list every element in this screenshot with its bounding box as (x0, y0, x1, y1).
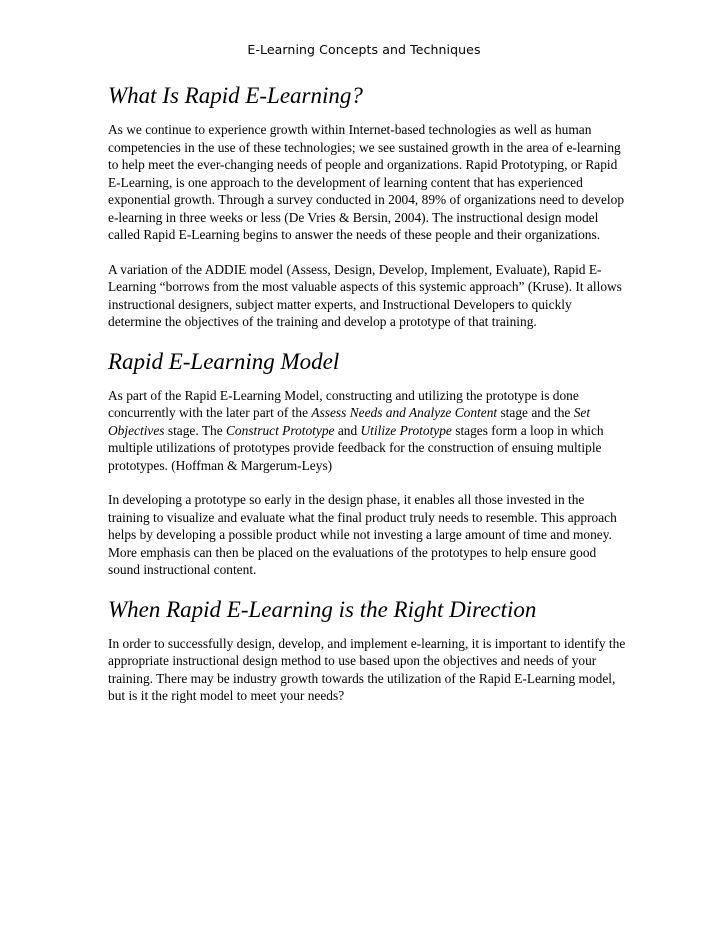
text-run: stages form a loop in which multiple utilizations of prototypes provide feedback for the construction of ensuing multiple prototypes. (Hoffman & Margerum-Leys) (108, 422, 604, 473)
section-heading: When Rapid E-Learning is the Right Direction (108, 596, 537, 622)
stage-name-construct: Construct Prototype (226, 422, 335, 438)
running-header: E-Learning Concepts and Techniques (247, 42, 481, 57)
paragraph (108, 387, 628, 475)
text-run: stage. The (164, 422, 226, 438)
stage-name-objectives: Set Objectives (108, 405, 591, 438)
paragraph: A variation of the ADDIE model (Assess, Design, Develop, Implement, Evaluate), Rapid E-Learning “borrows from the most valuable aspects of this systemic approach” (Kruse). It allows instructional designers, subject matter experts, and Instructional Developers to quickly determine the objectives of the training and develop a prototype of that training. (108, 261, 622, 329)
paragraph: In order to successfully design, develop, and implement e-learning, it is important to identify the appropriate instructional design method to use based upon the objectives and needs of your training. There may be industry growth towards the utilization of the Rapid E-Learning model, but is it the right model to meet your needs? (108, 635, 626, 703)
text-run: As part of the Rapid E-Learning Model, constructing and utilizing the prototype is done concurrently with the later part of the (108, 387, 579, 420)
section-right-direction (108, 596, 628, 705)
section-rapid-elearning-model (108, 348, 628, 579)
section-heading: What Is Rapid E-Learning? (108, 83, 363, 108)
document-body (108, 82, 628, 722)
text-run: stage and the (497, 405, 574, 420)
section-what-is-rapid-elearning (108, 82, 628, 331)
text-run: and (334, 422, 361, 438)
paragraph: In developing a prototype so early in the design phase, it enables all those invested in the training to visualize and evaluate what the final product truly needs to resemble. This approach helps by developing a possible product while not investing a large amount of time and money. More emphasis can then be placed on the evaluations of the prototypes to help ensure good sound instructional content. (108, 492, 617, 577)
paragraph: As we continue to experience growth within Internet-based technologies as well as human competencies in the use of these technologies; we see sustained growth in the area of e-learning to help meet the ever-changing needs of people and organizations. Rapid Prototyping, or Rapid E-Learning, is one approach to the development of learning content that has experienced exponential growth. Through a survey conducted in 2004, 89% of organizations need to develop e-learning in three weeks or less (De Vries & Bersin, 2004). The instructional design model called Rapid E-Learning begins to answer the needs of these people and their organizations. (108, 122, 625, 242)
stage-name-utilize: Utilize Prototype (360, 422, 452, 438)
stage-name-assess: Assess Needs and Analyze Content (311, 405, 498, 420)
section-heading: Rapid E-Learning Model (108, 348, 340, 374)
